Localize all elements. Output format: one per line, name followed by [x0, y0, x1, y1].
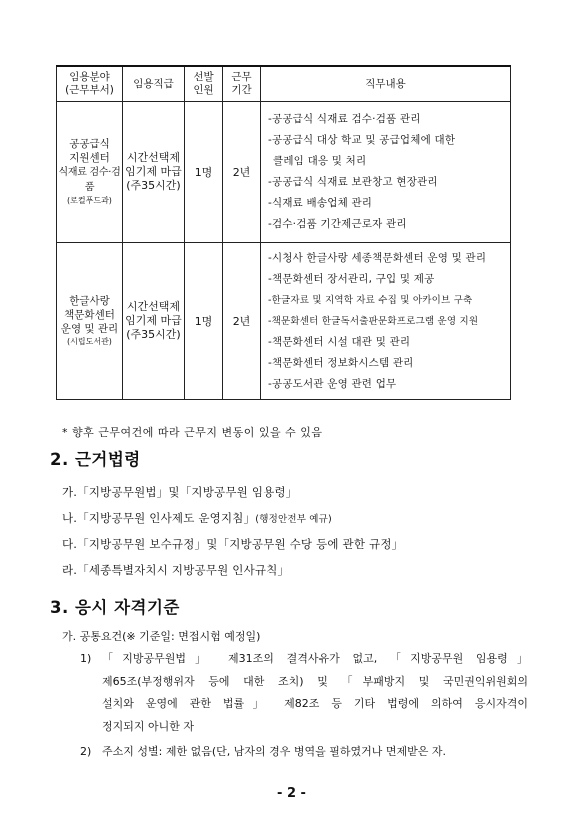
table-header-row — [57, 66, 511, 102]
common-requirements-heading: 가. 공통요건(※ 기준일: 면접시험 예정일) — [62, 630, 261, 643]
duty-item: 클레임 대응 및 처리 — [273, 155, 367, 167]
header-count: 선발 인원 — [185, 66, 223, 102]
header-rank: 임용직급 — [123, 66, 185, 102]
period-cell: 2년 — [223, 102, 261, 243]
law-item: 다.「지방공무원 보수규정」및「지방공무원 수당 등에 관한 규정」 — [62, 537, 404, 551]
duty-item: -공공도서관 운영 관련 업무 — [268, 377, 397, 390]
duties-cell — [261, 102, 511, 243]
duty-item: -공공급식 식재료 검수·검품 관리 — [268, 113, 421, 125]
section-2-title: 2. 근거법령 — [50, 450, 141, 469]
requirement-2: 2) 주소지 성별: 제한 없음(단, 남자의 경우 병역을 필하였거나 면제받은 자. — [80, 741, 528, 764]
duty-item: -공공급식 식재료 보관창고 현장관리 — [268, 176, 438, 188]
period-cell: 2년 — [223, 243, 261, 400]
law-item: 라.「세종특별자치시 지방공무원 인사규칙」 — [62, 563, 290, 577]
requirement-number: 1) — [80, 652, 92, 665]
table-row — [57, 102, 511, 243]
duty-item: -책문화센터 시설 대관 및 관리 — [268, 335, 411, 348]
rank-cell: 시간선택제 임기제 마급 (주35시간) — [123, 102, 185, 243]
law-item: 나.「지방공무원 인사제도 운영지침」(행정안전부 예규) — [62, 511, 332, 525]
duties-cell — [261, 243, 511, 400]
recruitment-table — [56, 65, 511, 400]
duty-item: -한글자료 및 지역학 자료 수집 및 아카이브 구축 — [268, 294, 473, 306]
header-duties: 직무내용 — [261, 66, 511, 102]
header-period: 근무 기간 — [223, 66, 261, 102]
requirement-1: 1) 「지방공무원법」 제31조의 결격사유가 없고, 「지방공무원 임용령」 제65조(부정행위자 등에 대한 조치) 및 「부패방지 및 국민권익위원회의 설치와 운영에 관한 법률」 제82조 등 기타 법령에 의하여 응시자격이 정지되지 아니한 자 — [80, 648, 528, 738]
duty-item: -책문화센터 한글독서출판문화프로그램 운영 지원 — [268, 315, 479, 327]
law-item-suffix: (행정안전부 예규) — [255, 514, 332, 525]
count-cell: 1명 — [185, 243, 223, 400]
field-cell: 한글사랑 책문화센터 운영 및 관리 (시립도서관) — [57, 243, 123, 400]
page-number: - 2 - — [277, 786, 306, 801]
count-cell: 1명 — [185, 102, 223, 243]
duty-item: -시청사 한글사랑 세종책문화센터 운영 및 관리 — [268, 251, 487, 264]
duty-item: -책문화센터 정보화시스템 관리 — [268, 356, 414, 369]
table-row — [57, 243, 511, 400]
field-cell: 공공급식 지원센터 식재료 검수·검품 (로컬푸드과) — [57, 102, 123, 243]
duty-item: -책문화센터 장서관리, 구입 및 제공 — [268, 272, 435, 285]
duty-item: -식재료 배송업체 관리 — [268, 197, 373, 209]
header-field: 임용분야 (근무부서) — [57, 66, 123, 102]
rank-cell: 시간선택제 임기제 마급 (주35시간) — [123, 243, 185, 400]
duty-item: -공공급식 대상 학교 및 공급업체에 대한 — [268, 134, 456, 146]
requirement-number: 2) — [80, 745, 92, 758]
section-3-title: 3. 응시 자격기준 — [50, 598, 180, 617]
table-note: * 향후 근무여건에 따라 근무지 변동이 있을 수 있음 — [62, 426, 323, 439]
duty-item: -검수·검품 기간제근로자 관리 — [268, 218, 407, 230]
law-item: 가.「지방공무원법」및「지방공무원 임용령」 — [62, 485, 298, 499]
